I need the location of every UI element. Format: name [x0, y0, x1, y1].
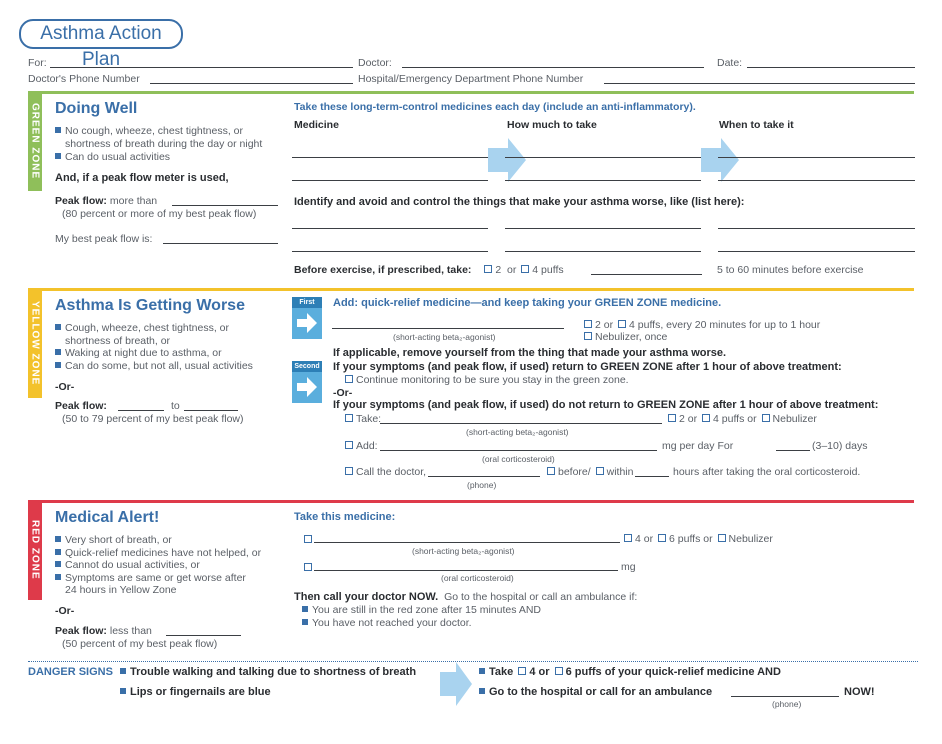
checkbox[interactable] [658, 534, 666, 542]
yellow-zone-bar [28, 288, 914, 291]
before-within: before/ within [545, 466, 633, 478]
checkbox[interactable] [518, 667, 526, 675]
bullet-icon [55, 349, 61, 355]
if-applicable: If applicable, remove yourself from the thing that made your asthma worse. [333, 347, 727, 359]
red-peak-flow: Peak flow: less than [55, 625, 152, 637]
checkbox[interactable] [624, 534, 632, 542]
call-doctor: Call the doctor, [343, 466, 426, 478]
checkbox[interactable] [668, 414, 676, 422]
trigger-line-6[interactable] [718, 251, 915, 252]
bullet-icon [120, 688, 126, 694]
best-peak-field[interactable] [163, 243, 278, 244]
green-peak-if: And, if a peak flow meter is used, [55, 172, 229, 184]
col-when: When to take it [719, 119, 794, 131]
bullet-icon [479, 668, 485, 674]
call-doctor-now: Then call your doctor NOW. Go to the hospital or call an ambulance if: [294, 591, 638, 603]
mg-per-day: mg per day For [662, 440, 734, 452]
exercise-med-field[interactable] [591, 274, 702, 275]
medicine-line-1[interactable] [292, 157, 488, 158]
before-exercise: Before exercise, if prescribed, take: 2 or 4 puffs [294, 264, 564, 276]
bullet-icon [55, 574, 61, 580]
ambulance-phone-field[interactable] [731, 696, 839, 697]
hours-field[interactable] [635, 476, 669, 477]
first-badge: First [292, 297, 322, 339]
checkbox[interactable] [702, 414, 710, 422]
medicine-line-2[interactable] [292, 180, 488, 181]
doctor-phone-label: Doctor's Phone Number [28, 73, 140, 85]
red-zone-bar [28, 500, 914, 503]
danger-action-2: Go to the hospital or call for an ambulance [479, 686, 712, 698]
days-label: (3–10) days [812, 440, 868, 452]
red-quick-relief-field[interactable] [314, 542, 620, 543]
bullet-icon [55, 324, 61, 330]
hospital-phone-label: Hospital/Emergency Department Phone Number [358, 73, 584, 85]
phone-note: (phone) [467, 480, 497, 490]
now-label: NOW! [844, 686, 875, 698]
yellow-symptoms: Cough, wheeze, chest tightness, or shortness of breath, or Waking at night due to asthma, or Can do some, but not all, usual activities [55, 322, 253, 372]
add-label: Add: [343, 440, 378, 452]
danger-phone-note: (phone) [772, 699, 802, 709]
col-medicine: Medicine [294, 119, 339, 131]
hospital-phone-field[interactable] [604, 83, 915, 84]
take-options: 2 or 4 puffs or Nebulizer [666, 413, 817, 425]
checkbox[interactable] [584, 320, 592, 328]
bullet-icon [55, 127, 61, 133]
how-much-line-1[interactable] [505, 157, 701, 158]
arrow-right-icon [292, 308, 322, 339]
for-label: For: [28, 57, 47, 69]
trigger-line-5[interactable] [505, 251, 701, 252]
red-mg: mg [621, 561, 636, 573]
checkbox[interactable] [618, 320, 626, 328]
trigger-line-2[interactable] [505, 228, 701, 229]
danger-divider [28, 661, 918, 662]
checkbox[interactable] [345, 375, 353, 383]
take-field[interactable] [380, 423, 662, 424]
red-short-acting-note: (short-acting beta₂-agonist) [412, 546, 515, 556]
checkbox[interactable] [304, 535, 312, 543]
arrow-right-icon [701, 138, 739, 182]
short-acting-note: (short-acting beta₂-agonist) [393, 332, 496, 342]
short-acting-note-2: (short-acting beta₂-agonist) [466, 427, 569, 437]
green-symptoms: No cough, wheeze, chest tightness, or shortness of breath during the day or night Can do usual activities [55, 125, 262, 164]
danger-sign-2: Lips or fingernails are blue [120, 686, 271, 698]
arrow-right-icon [292, 372, 322, 403]
yellow-zone-label: YELLOW ZONE [28, 288, 42, 398]
green-heading: Doing Well [55, 100, 138, 117]
page-title: Asthma Action Plan [19, 19, 183, 49]
doctor-field[interactable] [402, 67, 704, 68]
checkbox[interactable] [304, 563, 312, 571]
second-badge: Second [292, 361, 322, 403]
days-field[interactable] [776, 450, 810, 451]
yellow-peak-high[interactable] [184, 410, 238, 411]
red-options: 4 or 6 puffs or Nebulizer [622, 533, 773, 545]
red-oral-field[interactable] [314, 570, 618, 571]
green-peak-flow: Peak flow: more than [55, 195, 158, 207]
yellow-peak-flow: Peak flow: [55, 400, 107, 412]
when-line-2[interactable] [718, 180, 915, 181]
bullet-icon [55, 153, 61, 159]
danger-sign-1: Trouble walking and talking due to shortness of breath [120, 666, 416, 678]
doctor-label: Doctor: [358, 57, 392, 69]
checkbox[interactable] [584, 332, 592, 340]
arrow-right-icon [440, 662, 472, 706]
bullet-icon [302, 619, 308, 625]
red-heading: Medical Alert! [55, 509, 160, 526]
checkbox[interactable] [596, 467, 604, 475]
yellow-to: to [171, 400, 180, 412]
checkbox[interactable] [484, 265, 492, 273]
checkbox[interactable] [345, 414, 353, 422]
bullet-icon [55, 561, 61, 567]
bullet-icon [55, 536, 61, 542]
trigger-line-4[interactable] [292, 251, 488, 252]
best-peak-label: My best peak flow is: [55, 233, 153, 245]
yellow-or: -Or- [55, 381, 75, 393]
bullet-icon [55, 362, 61, 368]
identify-text: Identify and avoid and control the things that make your asthma worse, like (list here): [294, 196, 745, 208]
bullet-icon [302, 606, 308, 612]
red-peak-field[interactable] [166, 635, 241, 636]
yellow-peak-note: (50 to 79 percent of my best peak flow) [62, 413, 244, 425]
green-meds-title: Take these long-term-control medicines each day (include an anti-inflammatory). [294, 101, 696, 113]
yellow-quick-relief-field[interactable] [332, 328, 564, 329]
exercise-minutes: 5 to 60 minutes before exercise [717, 264, 864, 276]
red-conditions: You are still in the red zone after 15 minutes AND You have not reached your doctor. [302, 604, 541, 629]
green-zone-bar [28, 91, 914, 94]
red-symptoms: Very short of breath, or Quick-relief medicines have not helped, or Cannot do usual activities, or Symptoms are same or get worse after 24 hours in Yellow Zone [55, 534, 261, 597]
red-oral-note: (oral corticosteroid) [441, 573, 514, 583]
checkbox[interactable] [521, 265, 529, 273]
trigger-line-3[interactable] [718, 228, 915, 229]
yellow-peak-low[interactable] [118, 410, 164, 411]
date-field[interactable] [747, 67, 915, 68]
yellow-add-title: Add: quick-relief medicine—and keep taking your GREEN ZONE medicine. [333, 297, 722, 309]
yellow-or2: -Or- [333, 387, 353, 399]
hours-label: hours after taking the oral corticosteroid. [673, 466, 861, 478]
arrow-right-icon [488, 138, 526, 182]
date-label: Date: [717, 57, 743, 69]
oral-note: (oral corticosteroid) [482, 454, 555, 464]
doctor-phone-field[interactable] [150, 83, 353, 84]
if-return: If your symptoms (and peak flow, if used) return to GREEN ZONE after 1 hour of above treatment: [333, 361, 842, 373]
continue-monitoring: Continue monitoring to be sure you stay in the green zone. [343, 374, 629, 386]
yellow-heading: Asthma Is Getting Worse [55, 297, 245, 314]
checkbox[interactable] [345, 441, 353, 449]
red-or: -Or- [55, 605, 75, 617]
bullet-icon [55, 549, 61, 555]
green-peak-field[interactable] [172, 205, 278, 206]
trigger-line-1[interactable] [292, 228, 488, 229]
if-not-return: If your symptoms (and peak flow, if used) do not return to GREEN ZONE after 1 hour of above treatment: [333, 399, 879, 411]
how-much-line-2[interactable] [505, 180, 701, 181]
for-field[interactable] [50, 67, 353, 68]
danger-label: DANGER SIGNS [28, 666, 113, 678]
red-zone-label: RED ZONE [28, 500, 42, 600]
bullet-icon [479, 688, 485, 694]
checkbox[interactable] [762, 414, 770, 422]
green-peak-note: (80 percent or more of my best peak flow) [62, 208, 257, 220]
red-peak-note: (50 percent of my best peak flow) [62, 638, 218, 650]
green-zone-label: GREEN ZONE [28, 91, 42, 191]
add-field[interactable] [380, 450, 657, 451]
col-how-much: How much to take [507, 119, 597, 131]
checkbox[interactable] [718, 534, 726, 542]
checkbox[interactable] [547, 467, 555, 475]
yellow-puffs-options: 2 or 4 puffs, every 20 minutes for up to 1 hour [582, 319, 820, 331]
checkbox[interactable] [555, 667, 563, 675]
take-label: Take: [343, 413, 381, 425]
danger-action-1: Take 4 or 6 puffs of your quick-relief medicine AND [479, 666, 781, 678]
yellow-neb-option: Nebulizer, once [582, 331, 667, 343]
take-this-medicine: Take this medicine: [294, 511, 396, 523]
bullet-icon [120, 668, 126, 674]
call-doctor-field[interactable] [428, 476, 540, 477]
when-line-1[interactable] [718, 157, 915, 158]
checkbox[interactable] [345, 467, 353, 475]
